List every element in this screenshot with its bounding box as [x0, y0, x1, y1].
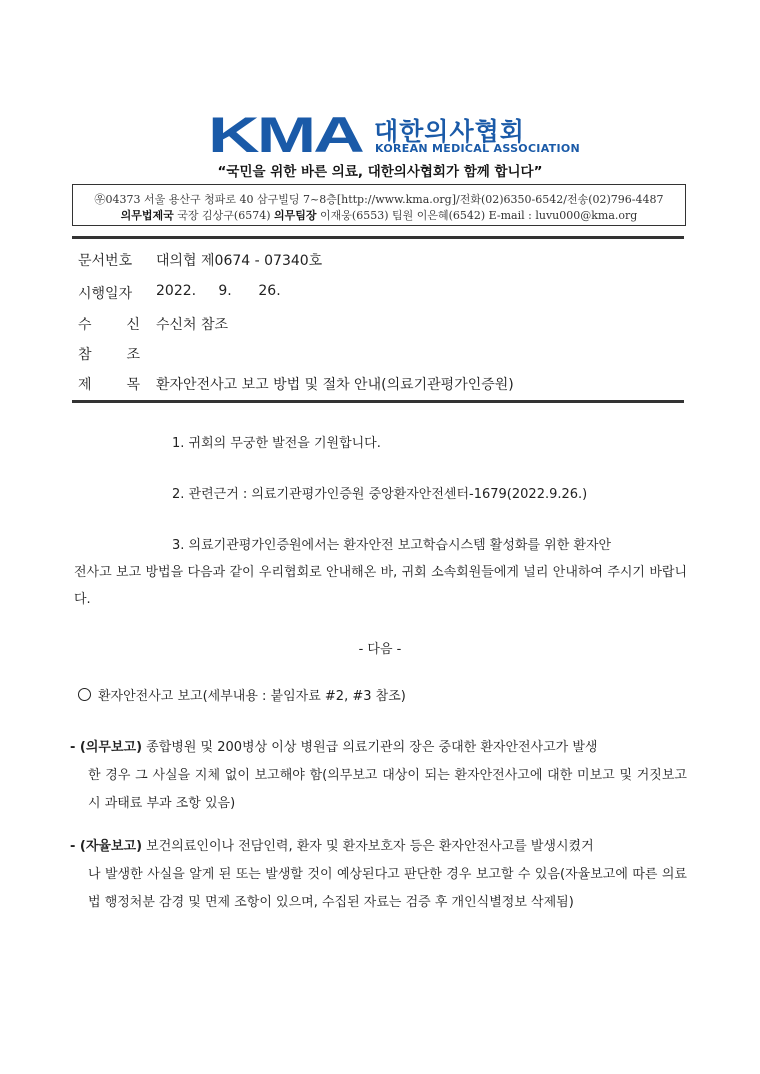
- doc-number-label: 문서번호: [78, 253, 133, 269]
- voluntary-report-first-text: 보건의료인이나 전담인력, 환자 및 환자보호자 등은 환자안전사고를 발생시켰거: [142, 839, 594, 854]
- paragraph-2: 2. 관련근거 : 의료기관평가인증원 중앙환자안전센터-1679(2022.9.26.): [172, 487, 588, 502]
- recipient-label: 수 신: [78, 317, 140, 333]
- recipient-value: 수신처 참조: [156, 317, 229, 333]
- kma-logo: [208, 112, 581, 156]
- notice-heading: - 다음 -: [358, 642, 402, 657]
- item-title-text: 환자안전사고 보고(세부내용 : 붙임자료 #2, #3 참조): [98, 689, 406, 704]
- mandatory-report-first: - (의무보고) 종합병원 및 200병상 이상 병원급 의료기관의 장은 중대한 환자안전사고가 발생: [70, 740, 598, 755]
- doc-number-value: 대의협 제0674 - 07340호: [156, 253, 323, 269]
- paragraph-1: 1. 귀회의 무궁한 발전을 기원합니다.: [172, 436, 381, 451]
- date-value: 2022. 9. 26.: [156, 283, 281, 299]
- item-title: [78, 683, 406, 710]
- subject-label: 제 목: [78, 377, 140, 393]
- dept2-people: 이재웅(6553) 팀원 이은혜(6542) E-mail : luvu000@kma.org: [316, 209, 638, 222]
- paragraph-3-first-line: 3. 의료기관평가인증원에서는 환자안전 보고학습시스템 활성화를 위한 환자안: [172, 538, 612, 553]
- logo-english-name: KOREAN MEDICAL ASSOCIATION: [375, 142, 581, 155]
- address-line: ㉾04373 서울 용산구 청파로 40 삼구빌딩 7~8층[http://www.kma.org]/전화(02)6350-6542/전송(02)796-4487: [94, 193, 664, 206]
- reference-label: 참 조: [78, 347, 140, 363]
- dept1-people: 국장 김상구(6574): [173, 209, 275, 222]
- bottom-divider: [72, 400, 684, 403]
- mandatory-report-head: (의무보고): [79, 740, 143, 755]
- slogan: “국민을 위한 바른 의료, 대한의사협회가 함께 합니다”: [217, 164, 543, 180]
- address-box: [72, 184, 686, 226]
- kma-logo-letters: KMA: [208, 112, 364, 156]
- logo-korean-name: 대한의사협회: [374, 117, 525, 146]
- dept2-label: 의무팀장: [274, 209, 317, 222]
- mandatory-report-item: [70, 734, 687, 818]
- mandatory-report-first-text: 종합병원 및 200병상 이상 병원급 의료기관의 장은 중대한 환자안전사고가 발생: [142, 740, 598, 755]
- mandatory-report-rest: 한 경우 그 사실을 지체 없이 보고해야 함(의무보고 대상이 되는 환자안전사고에 대한 미보고 및 거짓보고 시 과태료 부과 조항 있음): [88, 768, 687, 811]
- subject-value: 환자안전사고 보고 방법 및 절차 안내(의료기관평가인증원): [156, 377, 514, 393]
- kma-logo-mark: [208, 112, 364, 156]
- voluntary-report-item: [70, 833, 687, 917]
- voluntary-report-rest: 나 발생한 사실을 알게 된 또는 발생할 것이 예상된다고 판단한 경우 보고할 수 있음(자율보고에 따른 의료법 행정처분 감경 및 면제 조항이 있으며, 수집된 자료는 검증 후 개인식별정보 삭제됨): [88, 867, 687, 910]
- dept1-label: 의무법제국: [120, 209, 174, 222]
- top-divider: [72, 236, 684, 239]
- voluntary-report-first: - (자율보고) 보건의료인이나 전담인력, 환자 및 환자보호자 등은 환자안전사고를 발생시켰거: [70, 839, 594, 854]
- contact-line: [73, 207, 685, 223]
- date-label: 시행일자: [78, 286, 133, 302]
- circle-bullet-icon: [78, 688, 91, 701]
- voluntary-report-head: (자율보고): [79, 839, 143, 854]
- paragraph-3-rest: 전사고 보고 방법을 다음과 같이 우리협회로 안내해온 바, 귀회 소속회원들에게 널리 안내하여 주시기 바랍니다.: [74, 565, 687, 607]
